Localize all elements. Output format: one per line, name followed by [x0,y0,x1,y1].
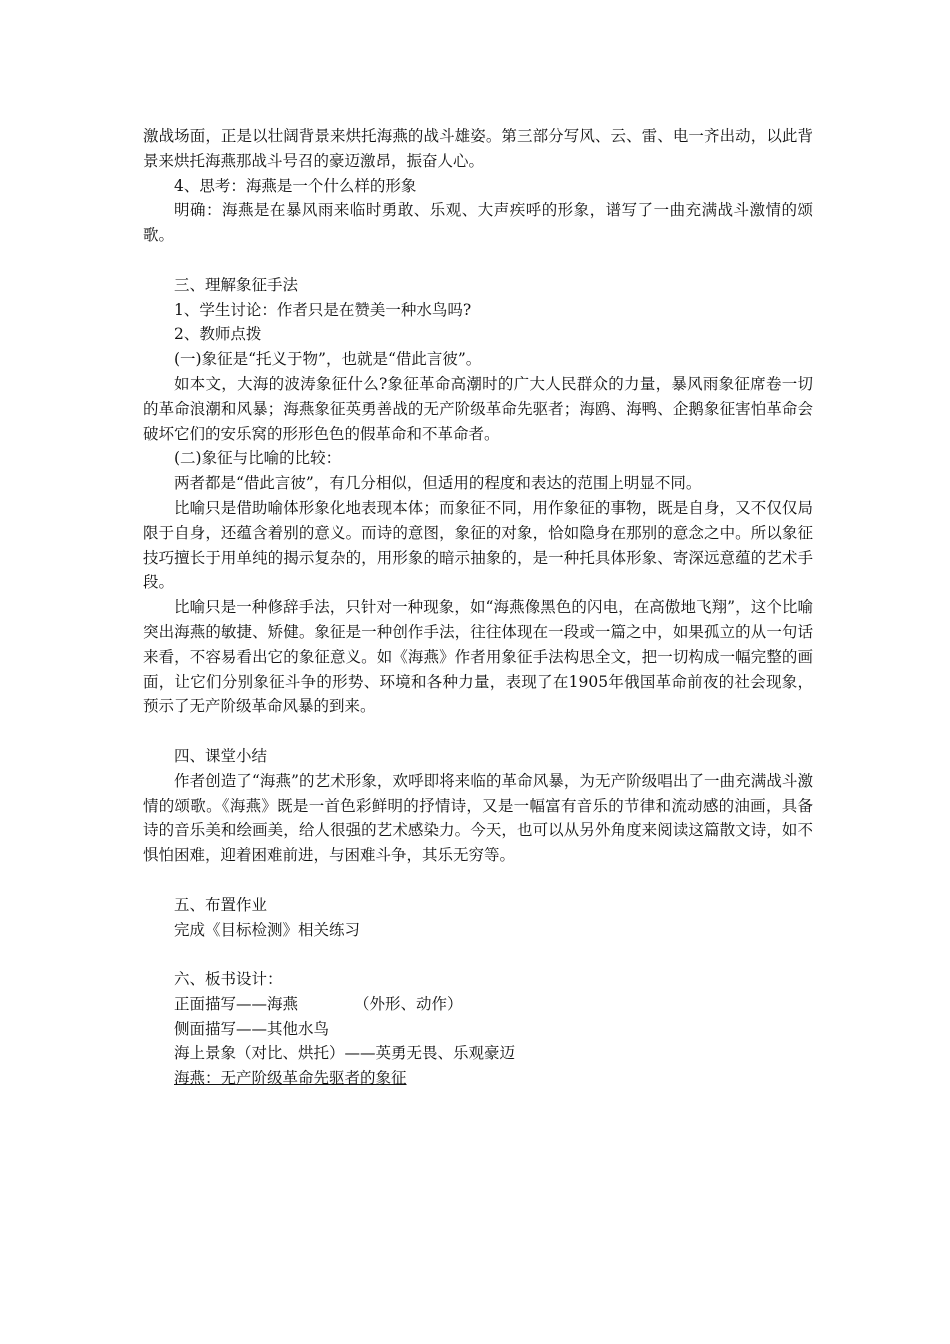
paragraph-continuation: 激战场面，正是以壮阔背景来烘托海燕的战斗雄姿。第三部分写风、云、雷、电一齐出动，以此背景来烘托海燕那战斗号召的豪迈激昂，振奋人心。 [143,127,813,170]
blank-line [143,248,813,273]
blank-line [143,868,813,893]
blank-line [143,719,813,744]
document-page [143,124,813,1091]
section-3-sub-b: (二)象征与比喻的比较： [174,449,342,468]
board-line-2: 侧面描写——其他水鸟 [174,1019,330,1038]
section-3-item-1: 1、学生讨论：作者只是在赞美一种水鸟吗? [174,300,472,319]
section-3-item-2: 2、教师点拨 [174,325,262,344]
section-3-sub-b-text-2: 比喻只是借助喻体形象化地表现本体；而象征不同，用作象征的事物，既是自身，又不仅仅局限于自身，还蕴含着别的意义。而诗的意图，象征的对象，恰如隐身在那别的意念之中。所以象征技巧擅长于用单纯的揭示复杂的，用形象的暗示抽象的，是一种托具体形象、寄深远意蕴的艺术手段。 [143,498,813,592]
section-6-title: 六、板书设计： [174,970,283,989]
section-4-title: 四、课堂小结 [174,746,268,765]
section-3-title: 三、理解象征手法 [174,275,299,294]
section-3-sub-a-text: 如本文，大海的波涛象征什么?象征革命高潮时的广大人民群众的力量，暴风雨象征席卷一切的革命浪潮和风暴；海燕象征英勇善战的无产阶级革命先驱者；海鸥、海鸭、企鹅象征害怕革命会破坏它们的安乐窝的形形色色的假革命和不革命者。 [143,374,813,443]
section-4-text: 作者创造了“海燕”的艺术形象，欢呼即将来临的革命风暴，为无产阶级唱出了一曲充满战斗激情的颂歌。《海燕》既是一首色彩鲜明的抒情诗，又是一幅富有音乐的节律和流动感的油画，具备诗的音乐美和绘画美，给人很强的艺术感染力。今天，也可以从另外角度来阅读这篇散文诗，如不惧怕困难，迎着困难前进，与困难斗争，其乐无穷等。 [143,771,813,865]
board-line-1 [143,992,813,1017]
board-line-4-underlined: 海燕：无产阶级革命先驱者的象征 [174,1069,407,1088]
blank-line [143,942,813,967]
section-5-text: 完成《目标检测》相关练习 [174,920,361,939]
section-3-sub-a: (一)象征是“托义于物”，也就是“借此言彼”。 [174,350,482,369]
board-line-1-left: 正面描写——海燕 [174,994,299,1013]
question-4: 4、思考：海燕是一个什么样的形象 [174,176,417,195]
answer-4: 明确：海燕是在暴风雨来临时勇敢、乐观、大声疾呼的形象，谱写了一曲充满战斗激情的颂歌。 [143,201,813,245]
section-3-sub-b-text-3: 比喻只是一种修辞手法，只针对一种现象，如“海燕像黑色的闪电，在高傲地飞翔”，这个比喻突出海燕的敏捷、矫健。象征是一种创作手法，往往体现在一段或一篇之中，如果孤立的从一句话来看，不容易看出它的象征意义。如《海燕》作者用象征手法构思全文，把一切构成一幅完整的画面，让它们分别象征斗争的形势、环境和各种力量，表现了在1905年俄国革命前夜的社会现象，预示了无产阶级革命风暴的到来。 [143,598,813,716]
section-3-sub-b-text-1: 两者都是“借此言彼”，有几分相似，但适用的程度和表达的范围上明显不同。 [174,474,702,493]
board-line-4 [143,1066,813,1091]
board-line-3: 海上景象（对比、烘托）——英勇无畏、乐观豪迈 [174,1044,516,1063]
section-5-title: 五、布置作业 [174,895,268,914]
board-line-1-right: （外形、动作） [354,994,463,1013]
